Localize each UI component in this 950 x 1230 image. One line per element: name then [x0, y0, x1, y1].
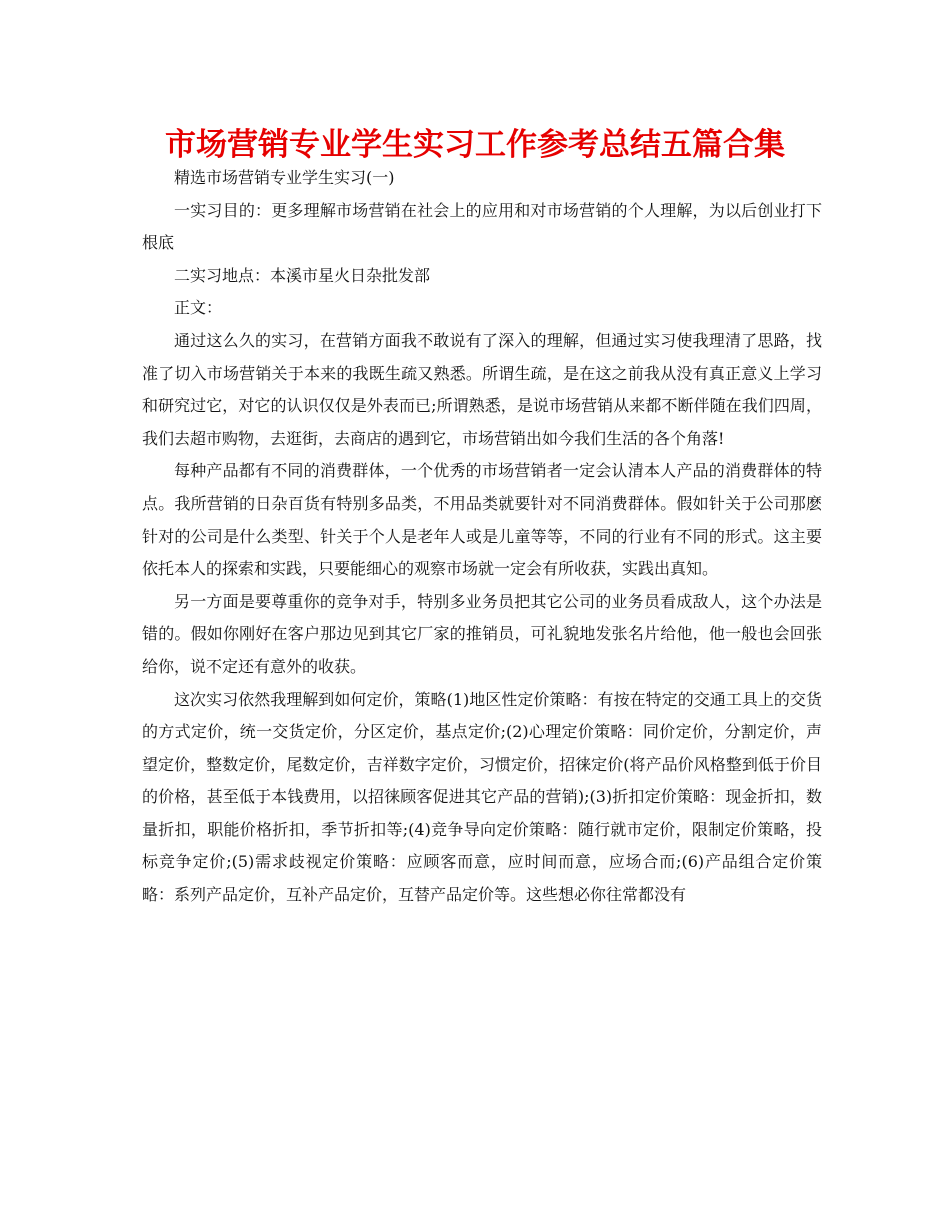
document-body: [142, 162, 822, 912]
paragraph-body: 这次实习依然我理解到如何定价，策略(1)地区性定价策略：有按在特定的交通工具上的交货的方式定价，统一交货定价，分区定价，基点定价;(2)心理定价策略：同价定价，分割定价，声望定价，整数定价，尾数定价，吉祥数字定价，习惯定价，招徕定价(将产品价风格整到低于价目的价格，甚至低于本钱费用，以招徕顾客促进其它产品的营销);(3)折扣定价策略：现金折扣，数量折扣，职能价格折扣，季节折扣等;(4)竞争导向定价策略：随行就市定价，限制定价策略，投标竞争定价;(5)需求歧视定价策略：应顾客而意，应时间而意，应场合而;(6)产品组合定价策略：系列产品定价，互补产品定价，互替产品定价等。这些想必你往常都没有: [142, 689, 822, 905]
paragraph-body: 每种产品都有不同的消费群体，一个优秀的市场营销者一定会认清本人产品的消费群体的特点。我所营销的日杂百货有特别多品类，不用品类就要针对不同消费群体。假如针关于公司那麽针对的公司是什么类型、针关于个人是老年人或是儿童等等，不同的行业有不同的形式。这主要依托本人的探索和实践，只要能细心的观察市场就一定会有所收获，实践出真知。: [142, 461, 822, 579]
paragraph-main-text-label: 正文：: [174, 298, 223, 318]
paragraph-body: 另一方面是要尊重你的竞争对手，特别多业务员把其它公司的业务员看成敌人，这个办法是错的。假如你刚好在客户那边见到其它厂家的推销员，可礼貌地发张名片给他，他一般也会回张给你，说不定还有意外的收获。: [142, 591, 822, 676]
paragraph-internship-location: 二实习地点：本溪市星火日杂批发部: [174, 265, 431, 285]
paragraph-internship-purpose: 一实习目的：更多理解市场营销在社会上的应用和对市场营销的个人理解，为以后创业打下根底: [142, 200, 822, 253]
paragraph-section-heading: 精选市场营销专业学生实习(一): [174, 168, 395, 187]
document-title: 市场营销专业学生实习工作参考总结五篇合集: [165, 127, 785, 163]
paragraph-body: 通过这么久的实习，在营销方面我不敢说有了深入的理解，但通过实习使我理清了思路，找准了切入市场营销关于本来的我既生疏又熟悉。所谓生疏，是在这之前我从没有真正意义上学习和研究过它，对它的认识仅仅是外表而已;所谓熟悉，是说市场营销从来都不断伴随在我们四周，我们去超市购物，去逛街，去商店的遇到它，市场营销出如今我们生活的各个角落!: [142, 330, 822, 448]
